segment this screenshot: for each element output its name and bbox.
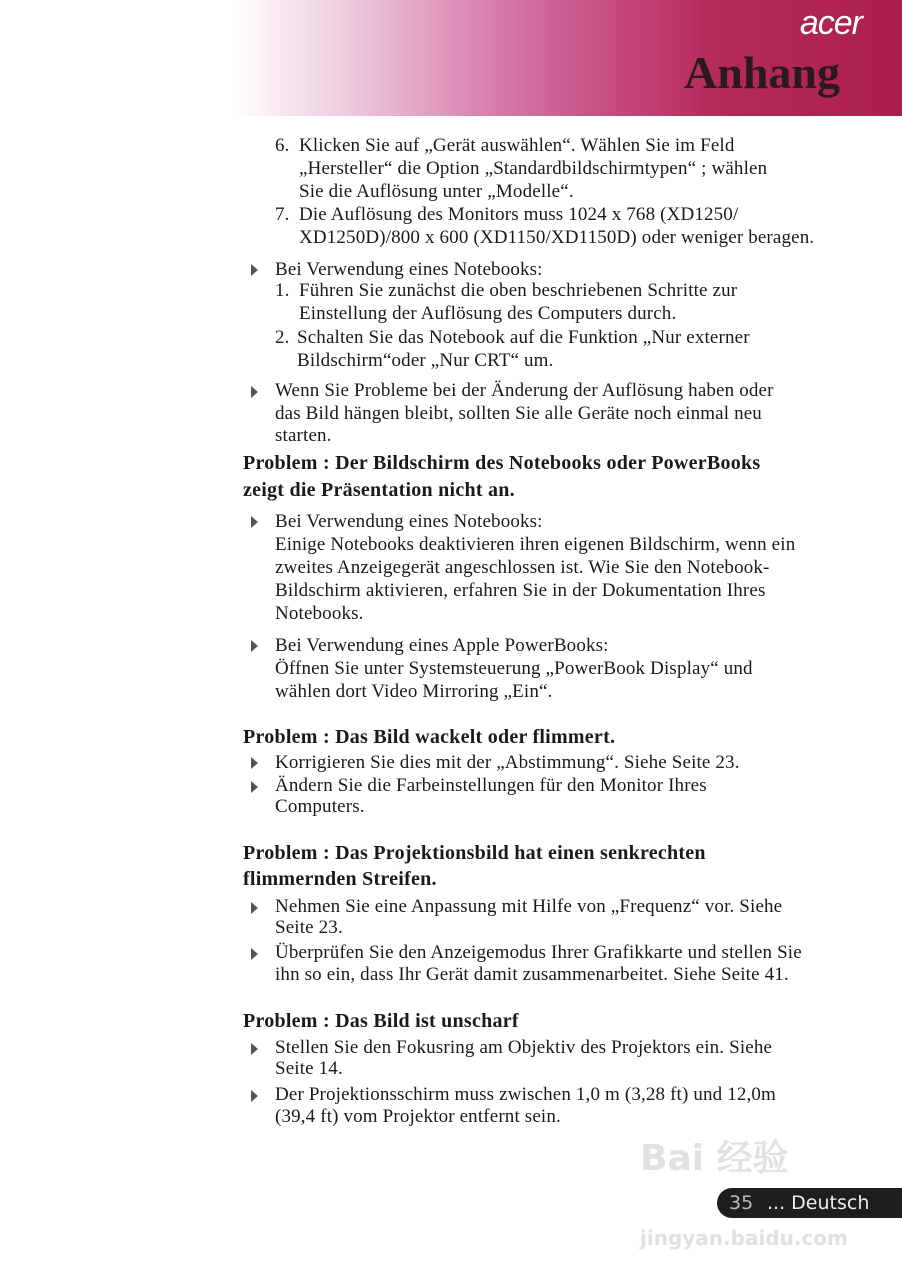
heading-line: Problem : Das Bild ist unscharf (243, 1010, 519, 1032)
text-line: Öffnen Sie unter Systemsteuerung „PowerBook Display“ und (275, 658, 753, 679)
bullet-item (275, 896, 782, 938)
bullet-arrow-icon (251, 516, 258, 528)
text-line: Klicken Sie auf „Gerät auswählen“. Wählen Sie im Feld (299, 135, 735, 156)
acer-logo: acer (799, 4, 862, 42)
text-line: Bei Verwendung eines Apple PowerBooks: (275, 635, 609, 656)
problem-heading (243, 724, 615, 751)
heading-line: zeigt die Präsentation nicht an. (243, 479, 515, 501)
text-line: „Hersteller“ die Option „Standardbildschirmtypen“ ; wählen (299, 158, 768, 179)
header-banner (232, 0, 902, 116)
chapter-title: Anhang (684, 47, 840, 98)
text-line: Stellen Sie den Fokusring am Objektiv des Projektors ein. Siehe (275, 1037, 773, 1058)
watermark-url: jingyan.baidu.com (640, 1226, 848, 1250)
bullet-arrow-icon (251, 386, 258, 398)
page-footer (717, 1188, 902, 1218)
bullet-item (275, 751, 740, 774)
problem-heading (243, 840, 706, 892)
heading-line: flimmernden Streifen. (243, 868, 437, 890)
text-line: Schalten Sie das Notebook auf die Funktion „Nur externer (297, 327, 750, 348)
text-line: Einstellung der Auflösung des Computers durch. (299, 303, 677, 324)
text-line: Computers. (275, 796, 365, 817)
watermark-brand: Bai 经验 (640, 1138, 789, 1179)
bullet-arrow-icon (251, 264, 258, 276)
text-line: Seite 14. (275, 1058, 343, 1079)
text-line: Bildschirm“oder „Nur CRT“ um. (297, 350, 554, 371)
bullet-item (275, 1084, 776, 1128)
text-line: ihn so ein, dass Ihr Gerät damit zusammenarbeitet. Siehe Seite 41. (275, 964, 789, 985)
list-item-6 (275, 134, 768, 203)
heading-line: Problem : Der Bildschirm des Notebooks oder PowerBooks (243, 452, 761, 474)
text-line: zweites Anzeigegerät angeschlossen ist. Wie Sie den Notebook- (275, 557, 770, 578)
bullet-arrow-icon (251, 1090, 258, 1102)
item-number: 2. (275, 327, 290, 348)
text-line: Einige Notebooks deaktivieren ihren eigenen Bildschirm, wenn ein (275, 534, 796, 555)
bullet-arrow-icon (251, 902, 258, 914)
bullet-item (275, 634, 753, 703)
text-line: das Bild hängen bleibt, sollten Sie alle Geräte noch einmal neu (275, 402, 762, 424)
text-line: Überprüfen Sie den Anzeigemodus Ihrer Grafikkarte und stellen Sie (275, 942, 802, 963)
footer-language: ... Deutsch (767, 1192, 870, 1214)
text-line: (39,4 ft) vom Projektor entfernt sein. (275, 1106, 561, 1127)
list-item-7 (275, 203, 815, 249)
bullet-item (275, 1037, 772, 1079)
heading-line: Problem : Das Bild wackelt oder flimmert. (243, 726, 616, 748)
bullet-item (275, 775, 707, 817)
sub-item-2 (275, 326, 750, 372)
problem-heading (243, 450, 760, 504)
bullet-item (275, 510, 795, 625)
text-line: wählen dort Video Mirroring „Ein“. (275, 681, 553, 702)
text-line: Bei Verwendung eines Notebooks: (275, 511, 543, 532)
bullet-arrow-icon (251, 757, 258, 769)
text-line: Korrigieren Sie dies mit der „Abstimmung“. Siehe Seite 23. (275, 752, 740, 773)
text-line: XD1250D)/800 x 600 (XD1150/XD1150D) oder weniger beragen. (299, 227, 815, 248)
text-line: Ändern Sie die Farbeinstellungen für den Monitor Ihres (275, 775, 707, 796)
bullet-arrow-icon (251, 781, 258, 793)
page-number: 35 (729, 1192, 754, 1214)
text-line: Führen Sie zunächst die oben beschriebenen Schritte zur (299, 280, 738, 301)
sub-item-1 (275, 279, 738, 325)
text-line: Der Projektionsschirm muss zwischen 1,0 m (3,28 ft) und 12,0m (275, 1084, 776, 1105)
text-line: Notebooks. (275, 603, 364, 624)
text-line: Nehmen Sie eine Anpassung mit Hilfe von „Frequenz“ vor. Siehe (275, 896, 783, 917)
item-number: 7. (275, 204, 290, 225)
text-line: Seite 23. (275, 917, 343, 938)
problem-heading (243, 1008, 519, 1035)
heading-line: Problem : Das Projektionsbild hat einen senkrechten (243, 842, 706, 864)
text-line: Sie die Auflösung unter „Modelle“. (299, 181, 574, 202)
bullet-item (275, 258, 543, 281)
item-number: 1. (275, 280, 290, 301)
bullet-item (275, 942, 802, 986)
text-line: Wenn Sie Probleme bei der Änderung der Auflösung haben oder (275, 380, 774, 401)
text-line: Bildschirm aktivieren, erfahren Sie in der Dokumentation Ihres (275, 580, 766, 601)
text-line: Die Auflösung des Monitors muss 1024 x 768 (XD1250/ (299, 204, 739, 225)
bullet-item (275, 380, 774, 448)
text-line: Bei Verwendung eines Notebooks: (275, 259, 543, 280)
bullet-arrow-icon (251, 1043, 258, 1055)
text-line: starten. (275, 425, 332, 446)
bullet-arrow-icon (251, 948, 258, 960)
bullet-arrow-icon (251, 640, 258, 652)
item-number: 6. (275, 135, 290, 156)
